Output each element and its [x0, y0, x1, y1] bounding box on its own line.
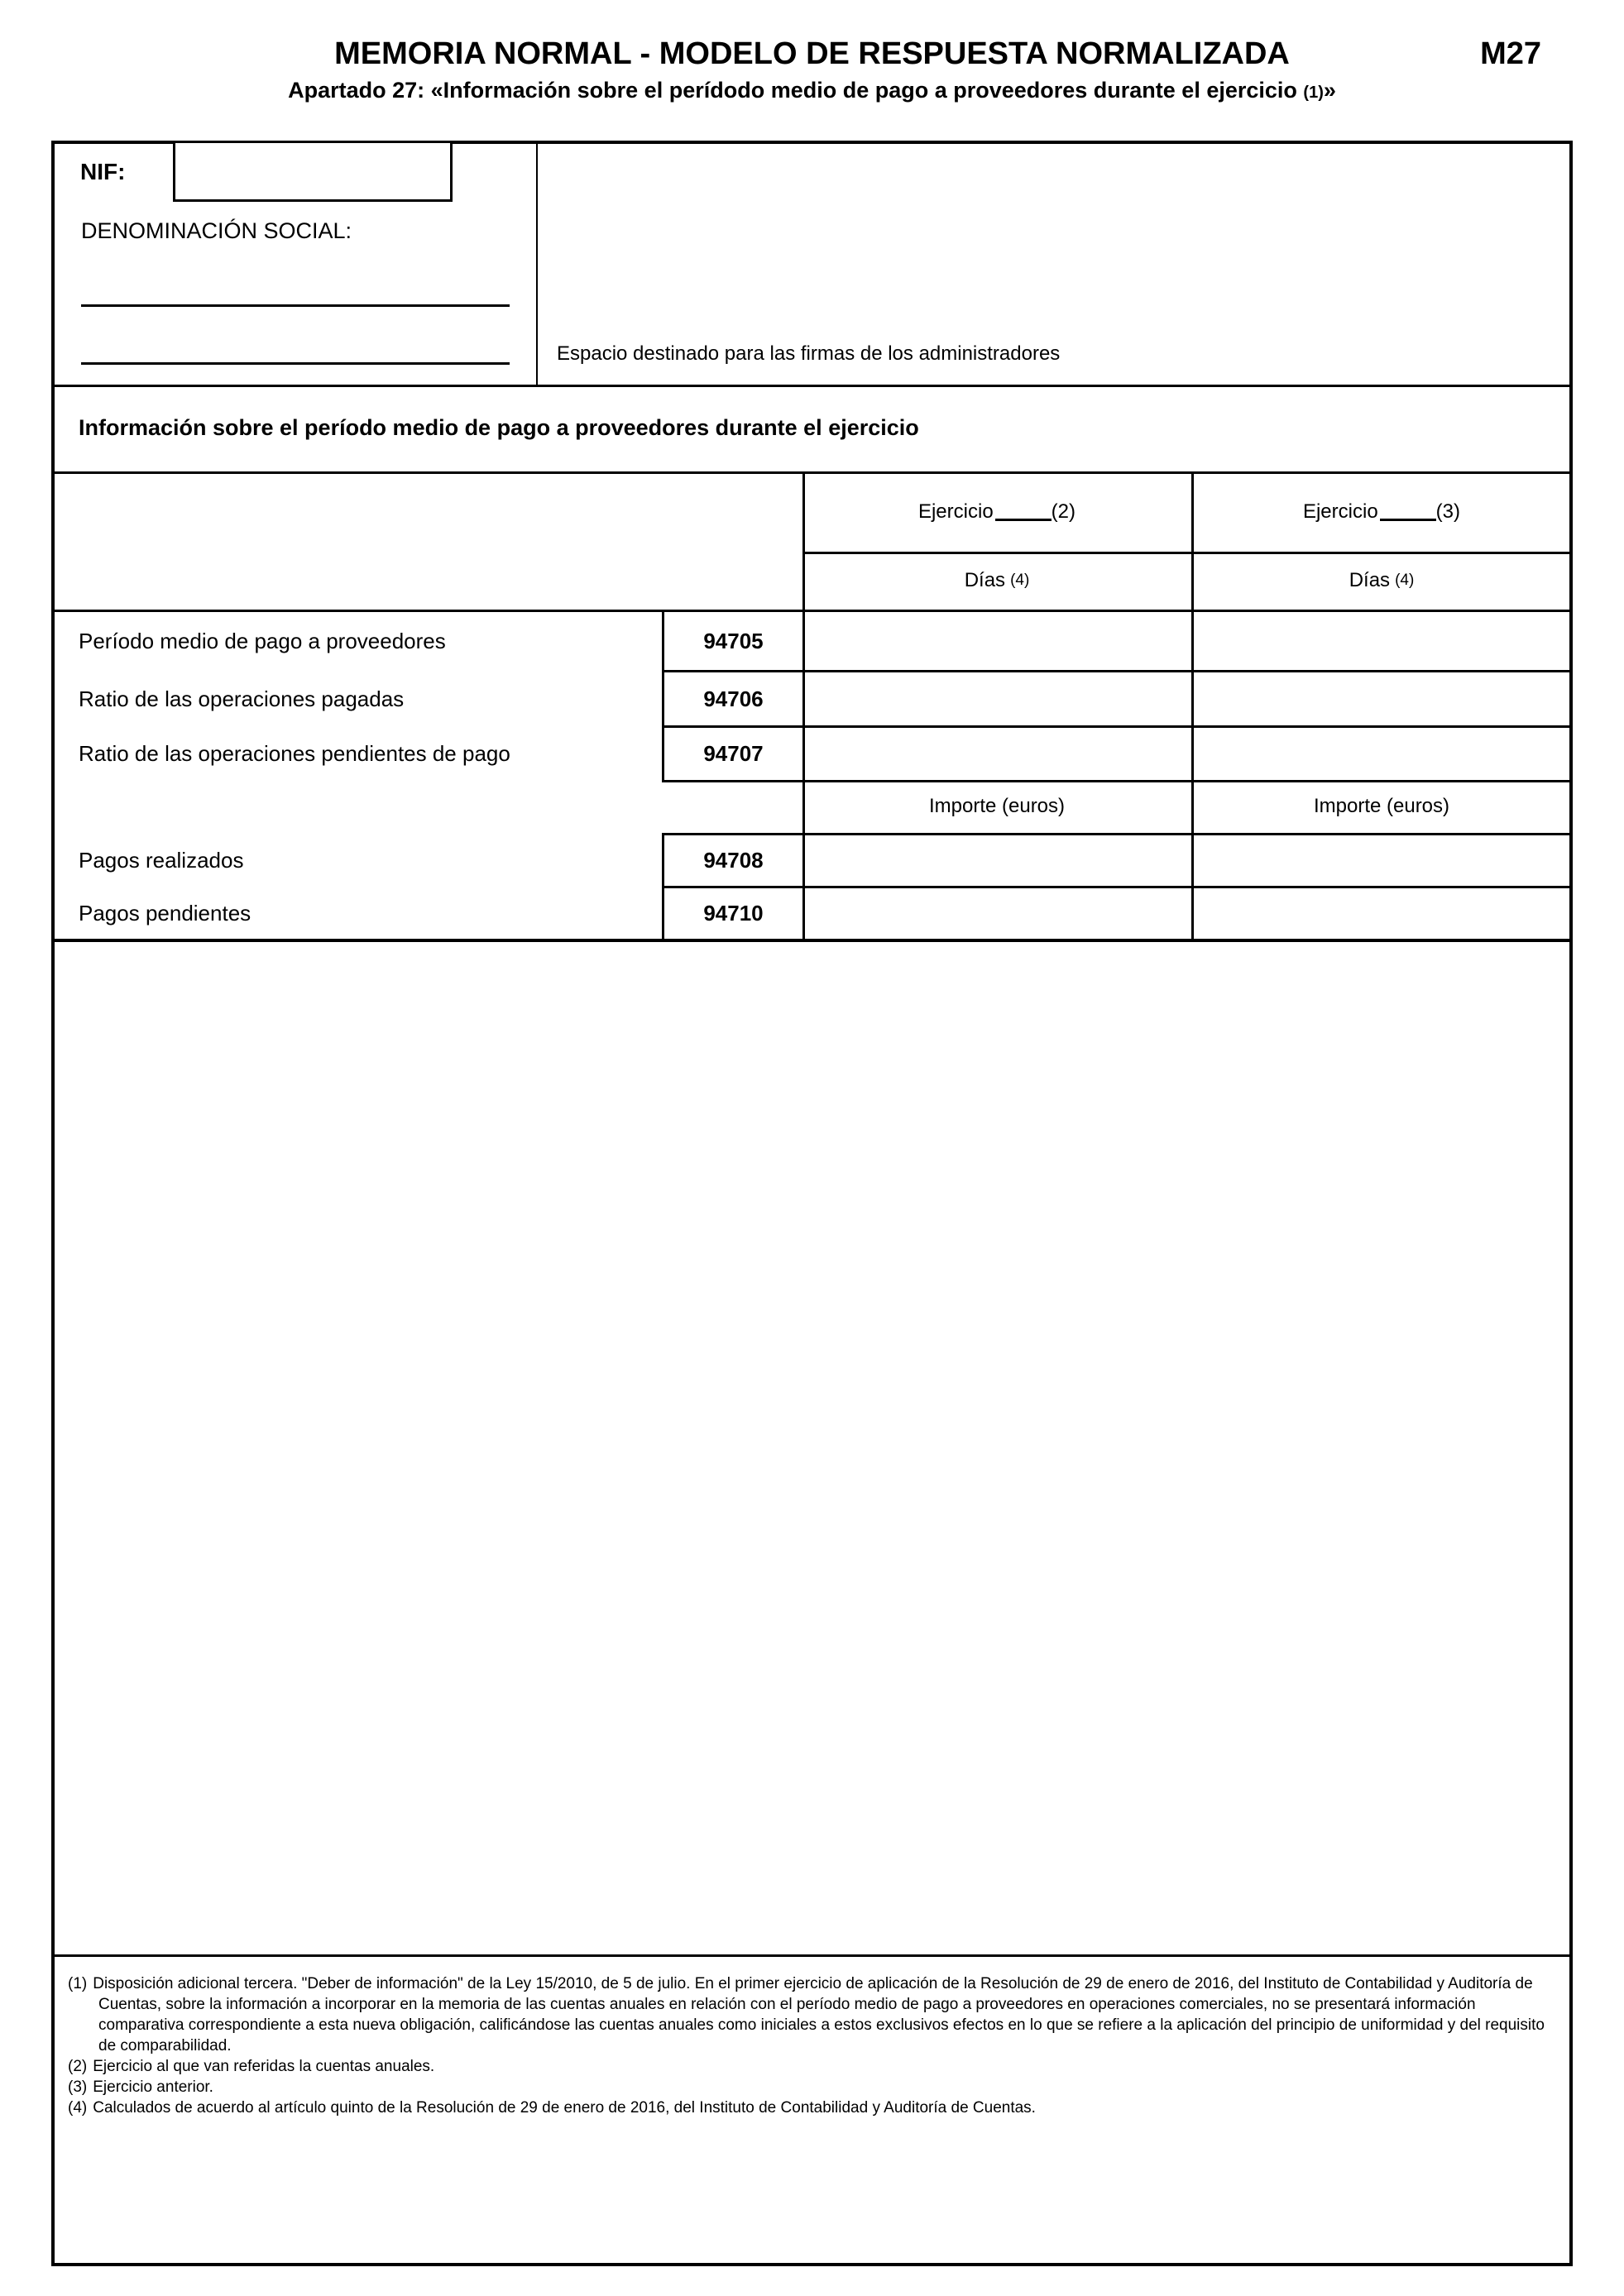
ejercicio-3-ref: (3)	[1435, 500, 1461, 523]
subtitle-footnote-ref: (1)	[1303, 84, 1324, 102]
nif-label: NIF:	[80, 159, 126, 184]
input-94708-ejercicio3[interactable]	[1194, 835, 1569, 886]
footnote-1-ref: (1)	[68, 1975, 88, 1992]
footnote-2-ref: (2)	[68, 2058, 88, 2075]
subtitle-text: Apartado 27: «Información sobre el perídodo medio de pago a proveedores durante el ejercicio	[288, 78, 1304, 103]
footnote-3	[68, 2077, 1550, 2097]
input-94707-ejercicio3[interactable]	[1194, 728, 1569, 780]
row-code-94710: 94710	[703, 901, 764, 926]
input-94706-ejercicio2[interactable]	[805, 672, 1189, 725]
col-header-ejercicio-2	[805, 474, 1189, 549]
footnote-3-text: Ejercicio anterior.	[93, 2078, 213, 2096]
row-label-periodo-medio: Período medio de pago a proveedores	[79, 628, 446, 653]
row-code-94708: 94708	[703, 848, 764, 873]
row-label-pagos-pendientes: Pagos pendientes	[79, 901, 252, 926]
input-94705-ejercicio2[interactable]	[805, 612, 1189, 670]
footnote-1-text: Disposición adicional tercera. "Deber de información" de la Ley 15/2010, de 5 de julio. En el primer ejercicio de aplicación de la Resolución de 29 de enero de 2016, del Instituto de Contabilidad y Auditoría de Cuentas, sobre la información a incorporar en la memoria de las cuentas anuales en relación con el período medio de pago a proveedores en operaciones comerciales, no se presentará información comparativa correspondiente a esta nueva obligación, calificándose las cuentas anuales como iniciales a estos exclusivos efectos en lo que se refiere a la aplicación del principio de uniformidad y del requisito de comparabilidad.	[93, 1975, 1545, 2054]
dias-3-ref: (4)	[1395, 572, 1415, 589]
col-header-dias-2	[805, 554, 1189, 607]
row-code-94706: 94706	[703, 686, 764, 711]
row-code-94707: 94707	[703, 741, 764, 766]
footnotes-block	[68, 1973, 1550, 2118]
footnotes-top-rule	[55, 1954, 1569, 1957]
row-label-ratio-pagadas: Ratio de las operaciones pagadas	[79, 686, 405, 711]
denomination-label: DENOMINACIÓN SOCIAL:	[81, 218, 352, 243]
denomination-line-2[interactable]	[81, 362, 510, 365]
page-subtitle	[0, 78, 1624, 103]
input-94707-ejercicio2[interactable]	[805, 728, 1189, 780]
footnote-1	[68, 1973, 1550, 2056]
input-94710-ejercicio2[interactable]	[805, 888, 1189, 939]
dias-3-label: Días	[1349, 569, 1391, 591]
row-label-pagos-realizados: Pagos realizados	[79, 848, 244, 873]
id-section-divider	[536, 144, 538, 385]
input-94705-ejercicio3[interactable]	[1194, 612, 1569, 670]
footnote-2	[68, 2056, 1550, 2077]
input-94708-ejercicio2[interactable]	[805, 835, 1189, 886]
input-94710-ejercicio3[interactable]	[1194, 888, 1569, 939]
dias-2-label: Días	[964, 569, 1006, 591]
form-main-box	[51, 141, 1573, 2266]
section-title: Información sobre el período medio de pago a proveedores durante el ejercicio	[79, 415, 919, 440]
signature-space-note: Espacio destinado para las firmas de los administradores	[557, 342, 1061, 365]
ejercicio-3-year-blank[interactable]	[1380, 502, 1436, 521]
signature-space[interactable]	[539, 144, 1569, 338]
table-bottom-rule	[55, 939, 1569, 942]
col-header-dias-3	[1194, 554, 1569, 607]
footnote-3-ref: (3)	[68, 2078, 88, 2096]
denomination-line-1[interactable]	[81, 304, 510, 307]
footnote-4-text: Calculados de acuerdo al artículo quinto de la Resolución de 29 de enero de 2016, del Instituto de Contabilidad y Auditoría de Cuentas.	[93, 2099, 1036, 2117]
footnote-4-ref: (4)	[68, 2099, 88, 2117]
ejercicio-2-year-blank[interactable]	[995, 502, 1052, 521]
col-header-ejercicio-3	[1194, 474, 1569, 549]
row-code-94705: 94705	[703, 628, 764, 653]
dias-2-ref: (4)	[1010, 572, 1030, 589]
row-label-ratio-pendientes: Ratio de las operaciones pendientes de pago	[79, 741, 510, 766]
ejercicio-2-ref: (2)	[1051, 500, 1076, 523]
footnote-2-text: Ejercicio al que van referidas la cuentas anuales.	[93, 2058, 435, 2075]
page-title: MEMORIA NORMAL - MODELO DE RESPUESTA NORMALIZADA	[334, 36, 1290, 71]
form-code-badge: M27	[1480, 36, 1541, 71]
nif-input[interactable]	[173, 141, 453, 202]
ejercicio-2-label: Ejercicio	[917, 500, 994, 523]
col-header-importe-2: Importe (euros)	[928, 795, 1066, 817]
subtitle-close-quote: »	[1323, 78, 1336, 103]
input-94706-ejercicio3[interactable]	[1194, 672, 1569, 725]
col-header-importe-3: Importe (euros)	[1313, 795, 1450, 817]
id-section-bottom-rule	[55, 385, 1569, 387]
footnote-4	[68, 2097, 1550, 2118]
ejercicio-3-label: Ejercicio	[1302, 500, 1378, 523]
